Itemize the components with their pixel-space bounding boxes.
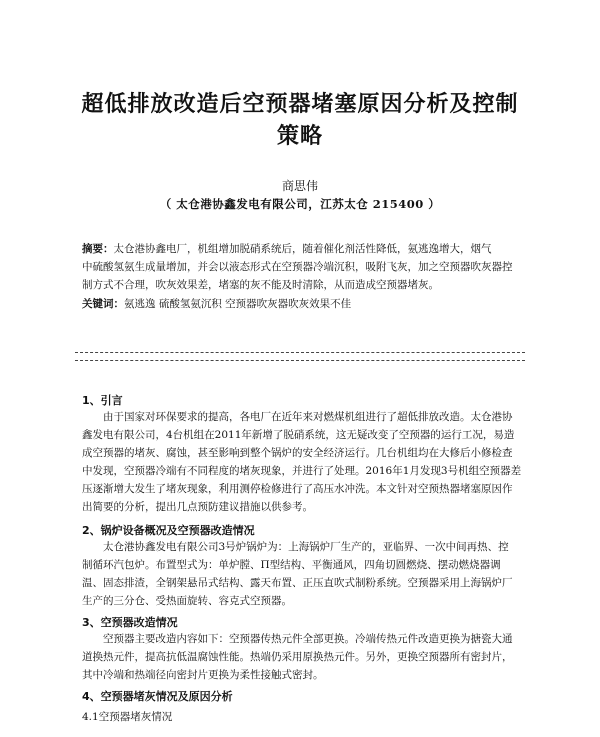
- body-line: 制循环汽包炉。布置型式为：单炉膛、Π型结构、平衡通风，四角切圆燃烧、摆动燃烧器调: [82, 559, 501, 571]
- separator-rule: [75, 360, 525, 361]
- abstract: [82, 240, 532, 294]
- section-heading-2: 2、锅炉设备概况及空预器改造情况: [82, 524, 255, 537]
- keywords-text: 氨逃逸 硫酸氢氨沉积 空预器吹灰器吹灰效果不佳: [124, 298, 352, 310]
- body-line: 空预器主要改造内容如下：空预器传热元件全部更换。冷端传热元件改造更换为搪瓷大通: [103, 633, 513, 645]
- section-heading-4: 4、空预器堵灰情况及原因分析: [82, 690, 233, 703]
- author-name: 商思伟: [281, 179, 318, 193]
- body-line: 道换热元件，提高抗低温腐蚀性能。热端仍采用原换热元件。另外，更换空预器所有密封片，: [82, 651, 513, 663]
- body-line: 出简要的分析，提出几点预防建议措施以供参考。: [82, 501, 313, 513]
- paper-title-line-1: 超低排放改造后空预器堵塞原因分析及控制: [81, 92, 519, 117]
- body-line: 温、固态排渣，全钢架悬吊式结构、露天布置、正压直吹式制粉系统。空预器采用上海锅炉厂: [82, 577, 513, 589]
- body-line: 中发现，空预器冷端有不同程度的堵灰现象，并进行了处理。2016年1月发现3号机组空预器差: [82, 465, 522, 477]
- keywords: [82, 296, 532, 311]
- subsection-heading-4-1: 4.1空预器堵灰情况: [82, 711, 173, 723]
- section-heading-3: 3、空预器改造情况: [82, 616, 178, 629]
- section-heading-1: 1、引言: [82, 394, 123, 407]
- body-line: 成空预器的堵灰、腐蚀，甚至影响到整个锅炉的安全经济运行。几台机组均在大修后小修检查: [82, 447, 513, 459]
- body-line: 压逐渐增大发生了堵灰现象，利用测停检修进行了高压水冲洗。本文针对空预热器堵塞原因作: [82, 483, 513, 495]
- abstract-line-3: 制方式不合理，吹灰效果差，堵塞的灰不能及时清除，从而造成空预器堵灰。: [82, 279, 439, 291]
- body-line: 生产的三分仓、受热面旋转、容克式空预器。: [82, 595, 292, 607]
- body-line: 其中冷端和热端径向密封片更换为柔性接触式密封。: [82, 669, 324, 681]
- body-line: 由于国家对环保要求的提高，各电厂在近年来对燃煤机组进行了超低排放改造。太仓港协: [103, 411, 513, 423]
- abstract-label: 摘要：: [82, 243, 114, 255]
- author-affiliation: （ 太仓港协鑫发电有限公司，江苏太仓 215400 ）: [159, 197, 441, 211]
- body-line: 太仓港协鑫发电有限公司3号炉锅炉为：上海锅炉厂生产的，亚临界、一次中间再热、控: [103, 541, 509, 553]
- separator-rule: [75, 352, 525, 353]
- abstract-text-1: 太仓港协鑫电厂，机组增加脱硝系统后，随着催化剂活性降低，氨逃逸增大，烟气: [113, 243, 492, 255]
- section-1-body: [82, 408, 528, 516]
- section-3-body: [82, 630, 528, 684]
- body-line: 鑫发电有限公司，4台机组在2011年新增了脱硝系统，这无疑改变了空预器的运行工况，易造: [82, 429, 515, 441]
- section-2-body: [82, 538, 528, 610]
- abstract-line-2: 中硫酸氢氨生成量增加，并会以液态形式在空预器冷端沉积，吸附飞灰，加之空预器吹灰器控: [82, 261, 513, 273]
- abstract-line-1: [82, 240, 532, 258]
- paper-title-line-2: 策略: [276, 124, 323, 149]
- keywords-label: 关键词：: [82, 298, 124, 310]
